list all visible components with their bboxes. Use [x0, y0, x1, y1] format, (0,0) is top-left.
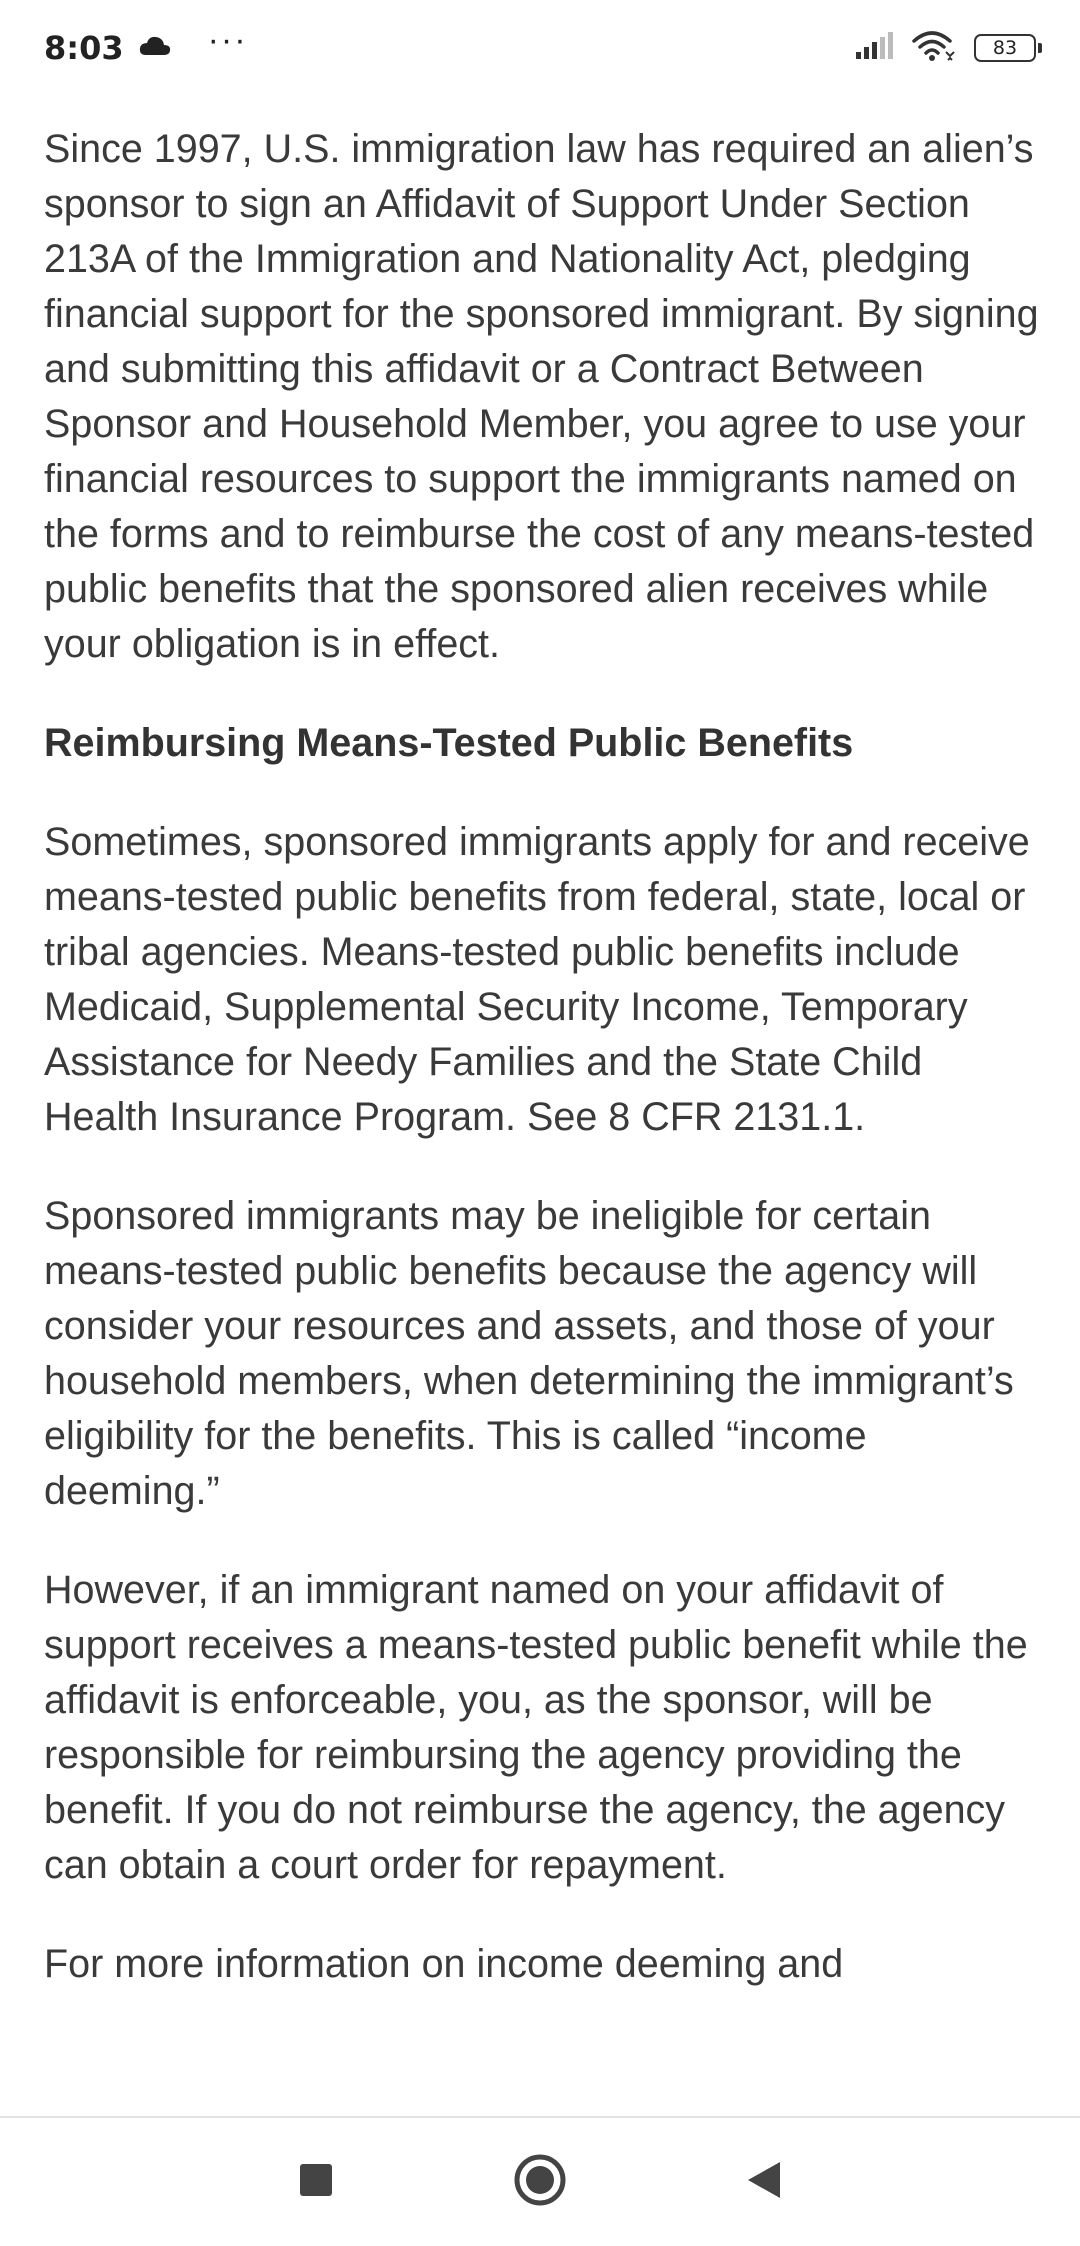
status-left	[44, 20, 248, 68]
body-paragraph: Sometimes, sponsored immigrants apply for and receive means-tested public benefits from federal, state, local or tribal agencies. Means-tested public benefits include Medicaid, Supplemental Security Income, Temporary Assistance for Needy Families and the State Child Health Insurance Program. See 8 CFR 2131.1.	[44, 820, 1030, 1139]
status-time: 8:03	[44, 29, 124, 67]
square-icon	[298, 2162, 334, 2203]
battery-level: 83	[992, 37, 1018, 59]
status-bar	[0, 0, 1080, 96]
body-paragraph: However, if an immigrant named on your affidavit of support receives a means-tested public benefit while the affidavit is enforceable, you, as the sponsor, will be responsible for reimbursing the agency providing the benefit. If you do not reimburse the agency, the agency can obtain a court order for repayment.	[44, 1568, 1028, 1887]
back-triangle-icon	[746, 2160, 782, 2205]
navigation-bar	[0, 2116, 1080, 2246]
intro-paragraph: Since 1997, U.S. immigration law has required an alien’s sponsor to sign an Affidavit of Support Under Section 213A of the Immigration and Nationality Act, pledging financial support for the sponsored immigrant. By signing and submitting this affidavit or a Contract Between Sponsor and Household Member, you agree to use your financial resources to support the immigrants named on the forms and to reimburse the cost of any means-tested public benefits that the sponsored alien receives while your obligation is in effect.	[44, 127, 1039, 666]
wifi-icon	[912, 30, 956, 67]
home-button[interactable]	[502, 2144, 578, 2220]
battery-icon	[974, 34, 1036, 62]
body-paragraph: Sponsored immigrants may be ineligible for certain means-tested public benefits because the agency will consider your resources and assets, and those of your household members, when determining the immigrant’s eligibility for the benefits. This is called “income deeming.”	[44, 1194, 1014, 1513]
section-heading: Reimbursing Means-Tested Public Benefits	[44, 721, 854, 765]
status-right	[854, 30, 1036, 67]
body-paragraph: For more information on income deeming and	[44, 1942, 844, 1986]
back-button[interactable]	[726, 2144, 802, 2220]
article-content	[44, 122, 1044, 1992]
signal-icon	[854, 32, 894, 65]
recents-button[interactable]	[278, 2144, 354, 2220]
circle-icon	[513, 2153, 567, 2212]
cloud-icon	[138, 35, 172, 62]
more-notifications-icon: ···	[207, 20, 248, 59]
